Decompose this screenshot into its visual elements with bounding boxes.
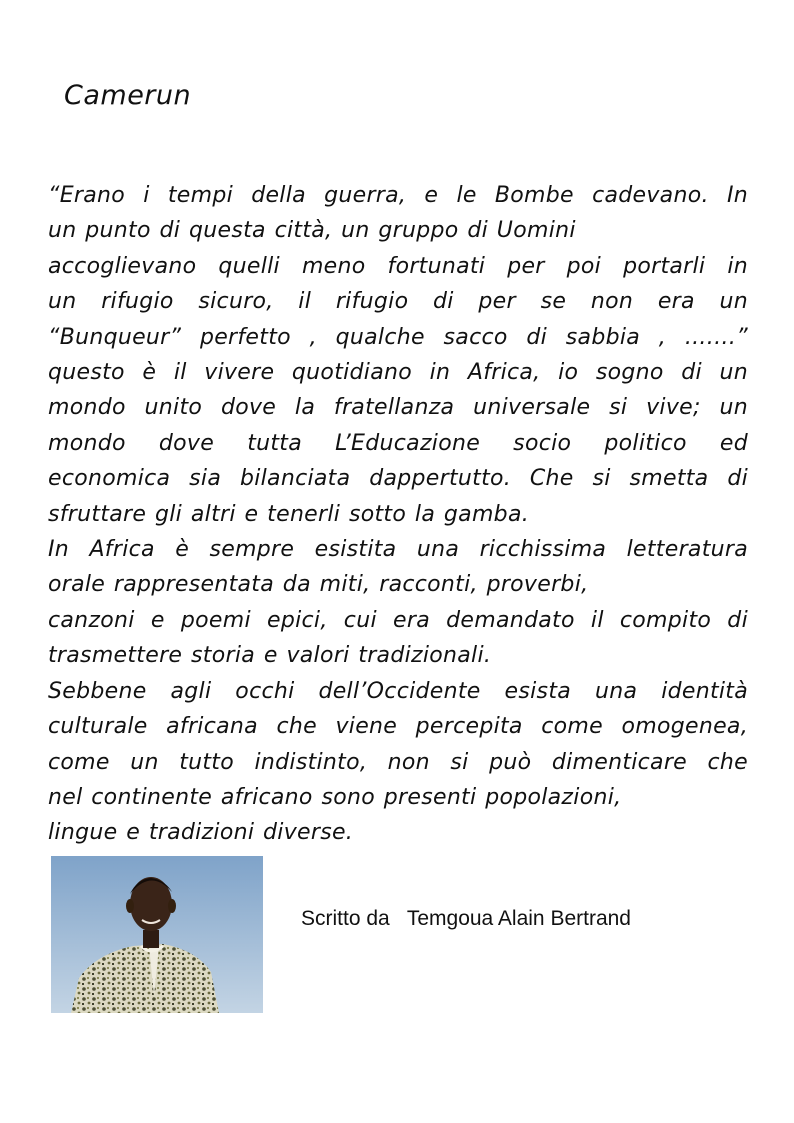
text-line: sfruttare gli altri e tenerli sotto la gamba. — [48, 501, 530, 527]
byline-label: Scritto da — [301, 907, 390, 930]
author-photo — [51, 856, 263, 1013]
text-line: nel continente africano sono presenti popolazioni, — [48, 784, 622, 810]
page-title: Camerun — [64, 80, 192, 111]
author-portrait-image — [51, 856, 263, 1013]
text-line: canzoni e poemi epici, cui era demandato il compito di — [48, 607, 748, 633]
text-line: questo è il vivere quotidiano in Africa, io sogno di un — [48, 360, 748, 386]
text-line: culturale africana che viene percepita come omogenea, — [48, 714, 748, 740]
text-line: accoglievano quelli meno fortunati per poi portarli in — [48, 253, 748, 279]
article-body — [48, 178, 748, 851]
text-line: “Erano i tempi della guerra, e le Bombe cadevano. In — [48, 183, 748, 208]
byline-author: Temgoua Alain Bertrand — [406, 907, 631, 930]
text-line: In Africa è sempre esistita una ricchissima letteratura — [48, 537, 748, 563]
text-line: mondo dove tutta L’Educazione socio politico ed — [48, 430, 748, 456]
text-line: Sebbene agli occhi dell’Occidente esista una identità — [48, 678, 748, 704]
text-line: trasmettere storia e valori tradizionali. — [48, 643, 492, 669]
text-line: un rifugio sicuro, il rifugio di per se non era un — [48, 289, 748, 315]
text-line: un punto di questa città, un gruppo di Uomini — [48, 218, 576, 244]
text-line: mondo unito dove la fratellanza universale si vive; un — [48, 395, 748, 421]
author-credit — [301, 907, 631, 931]
text-line: economica sia bilanciata dappertutto. Che si smetta di — [48, 466, 748, 492]
text-line: come un tutto indistinto, non si può dimenticare che — [48, 749, 748, 775]
text-line: “Bunqueur” perfetto , qualche sacco di sabbia , ....…” — [48, 324, 748, 350]
text-line: orale rappresentata da miti, racconti, proverbi, — [48, 572, 589, 598]
text-line: lingue e tradizioni diverse. — [48, 820, 354, 846]
